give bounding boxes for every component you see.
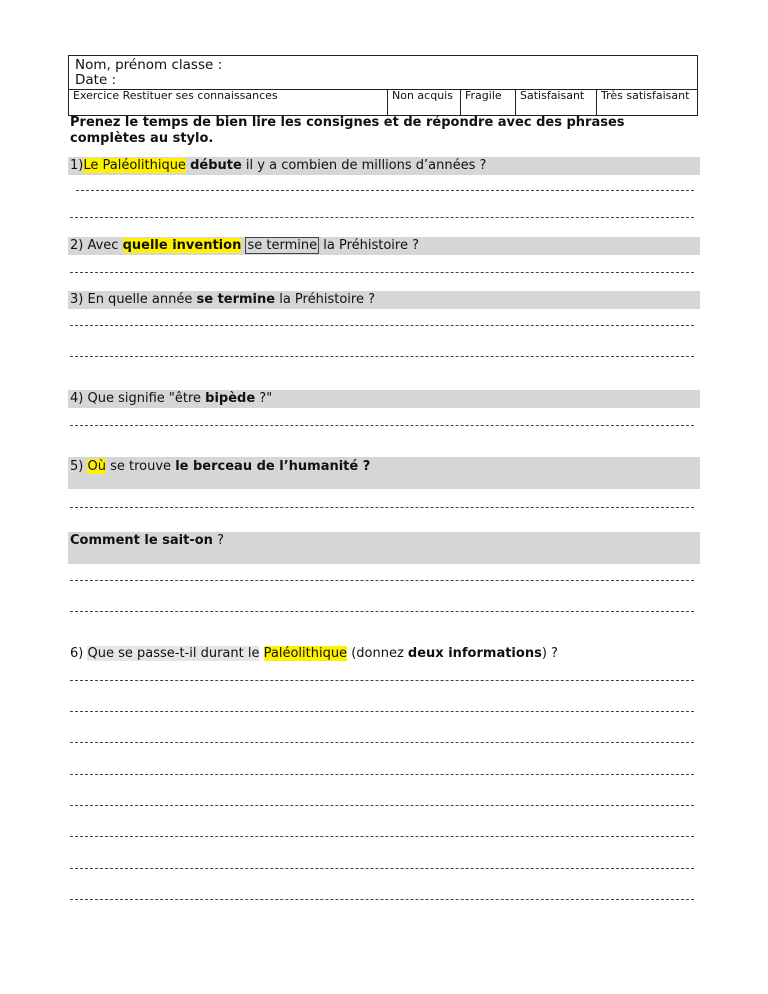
q3-rest: la Préhistoire ? [275,292,375,307]
q1-highlight: Le Paléolithique [83,158,186,173]
q2-rest: la Préhistoire ? [319,238,419,253]
answer-line[interactable] [70,711,694,712]
answer-line[interactable] [70,836,694,837]
q6-bold: deux informations [407,646,542,661]
q1-number: 1) [70,158,84,173]
exercise-label: Exercice Restituer ses connaissances [69,90,388,116]
q3-bold: se termine [196,292,276,307]
question-6 [70,646,558,662]
q6-highlight: Paléolithique [263,646,348,661]
level-satisfaisant: Satisfaisant [516,90,597,116]
question-3 [70,292,375,308]
q1-bold: débute [190,158,242,173]
answer-line[interactable] [70,325,694,326]
q5-highlight: Où [87,459,106,474]
answer-line[interactable] [70,425,694,426]
q6-mid: (donnez [347,646,408,661]
student-info-cell [69,56,698,90]
q5-number: 5) [70,459,88,474]
name-class-line: Nom, prénom classe : [75,57,223,73]
q5-mid: se trouve [105,459,176,474]
answer-line[interactable] [70,611,694,612]
level-tres-satisfaisant: Très satisfaisant [597,90,698,116]
level-non-acquis: Non acquis [388,90,461,116]
q6-grey: Que se passe-t-il durant le [87,646,260,661]
answer-line[interactable] [70,272,694,273]
q6-number: 6) [70,646,88,661]
q4-bold: bipède [205,391,256,406]
answer-line[interactable] [70,356,694,357]
header-table [68,55,698,116]
question-2 [70,238,419,254]
answer-line[interactable] [70,899,694,900]
answer-line[interactable] [70,217,694,218]
q6-rest: ) ? [541,646,558,661]
answer-line[interactable] [70,742,694,743]
answer-line[interactable] [70,680,694,681]
q1-rest: il y a combien de millions d’années ? [241,158,487,173]
q5b-rest: ? [212,533,224,548]
q3-number: 3) En quelle année [70,292,197,307]
answer-line[interactable] [70,774,694,775]
q5b-bold: Comment le sait-on [70,533,213,548]
level-fragile: Fragile [461,90,516,116]
answer-line[interactable] [70,507,694,508]
answer-line[interactable] [70,580,694,581]
instructions: Prenez le temps de bien lire les consignes et de répondre avec des phrases complètes au stylo. [70,115,625,146]
question-1 [70,158,486,174]
q4-rest: ?" [255,391,273,406]
q2-highlight: quelle invention [122,238,242,253]
date-line: Date : [75,72,117,88]
answer-line[interactable] [76,190,694,191]
q2-boxed: se termine [247,238,318,253]
answer-line[interactable] [70,868,694,869]
question-5b [70,533,224,549]
question-5 [70,459,370,475]
q5-bold: le berceau de l’humanité ? [175,459,371,474]
q4-number: 4) Que signifie "être [70,391,206,406]
answer-line[interactable] [70,805,694,806]
q6-space [259,646,263,661]
question-4 [70,391,272,407]
q2-number: 2) Avec [70,238,123,253]
